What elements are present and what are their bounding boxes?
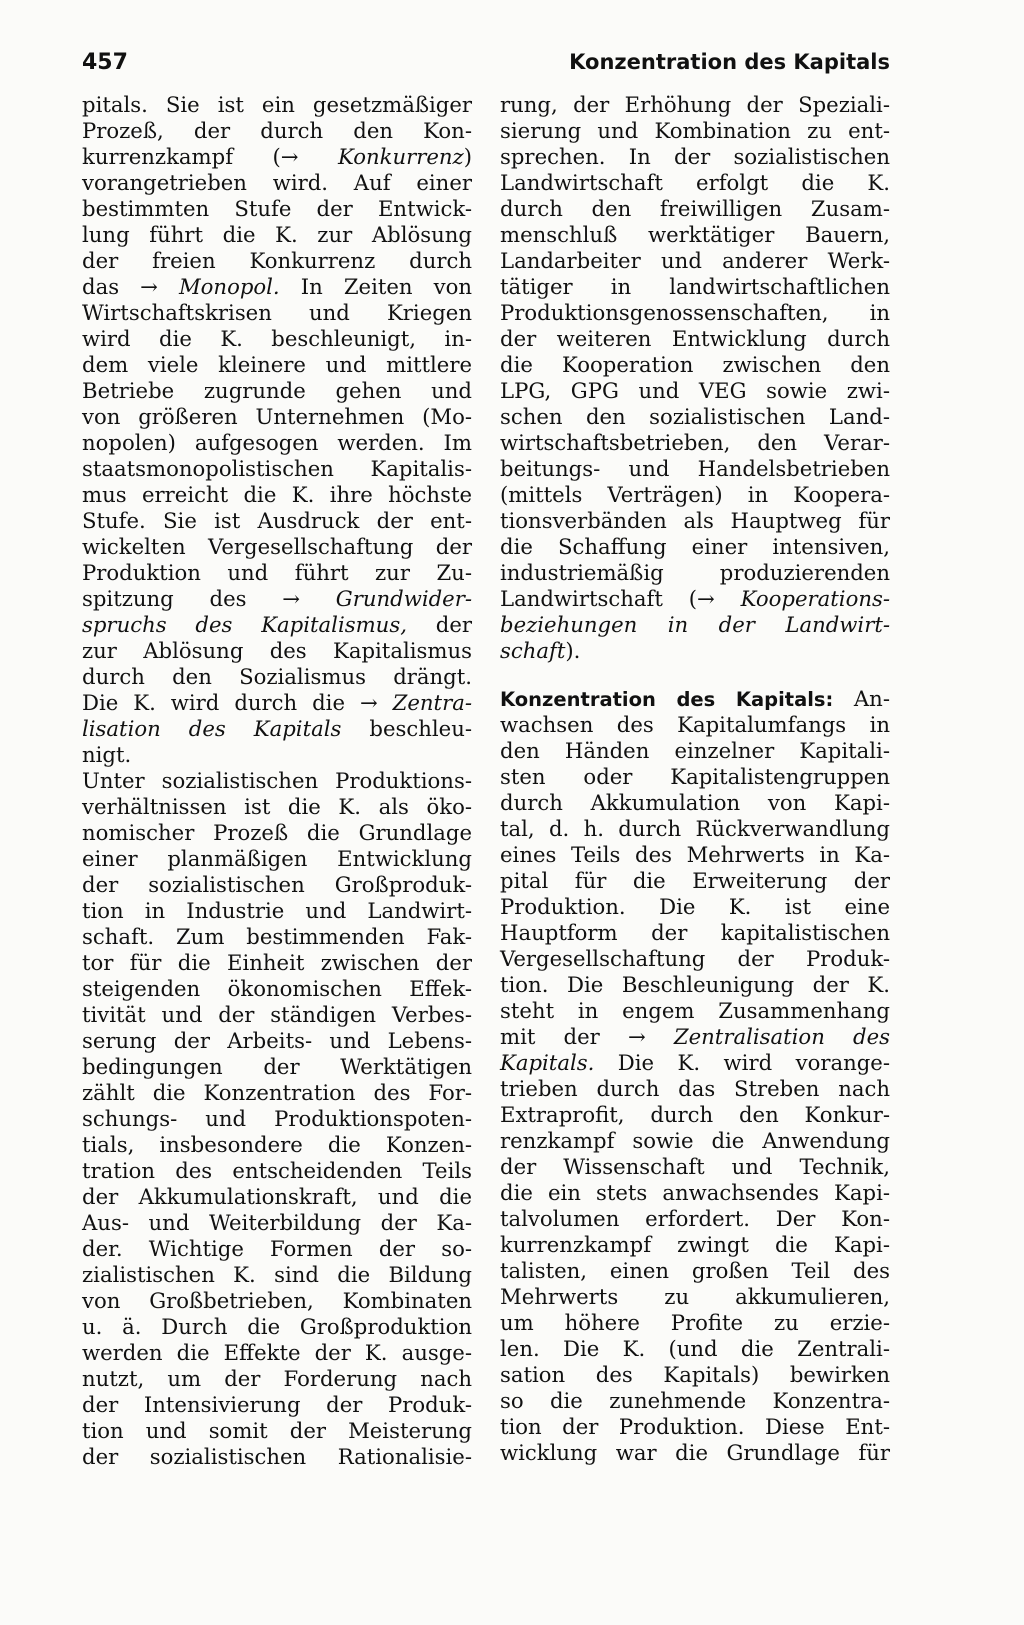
text-line: durch Akkumulation von Kapi- [500,790,890,815]
text-line: sprechen. In der sozialistischen [500,144,890,169]
text-line: durch den Sozialismus drängt. [82,664,472,689]
text-line: Wirtschaftskrisen und Kriegen [82,300,472,325]
text-line: spruchs des Kapitalismus, der [82,612,472,637]
text-line: len. Die K. (und die Zentrali- [500,1336,890,1361]
text-line: von größeren Unternehmen (Mo- [82,404,472,429]
text-line: Betriebe zugrunde gehen und [82,378,472,403]
text-line: tration des entscheidenden Teils [82,1158,472,1183]
text-line: Produktionsgenossenschaften, in [500,300,890,325]
text-line: Landarbeiter und anderer Werk- [500,248,890,273]
text-line: Stufe. Sie ist Ausdruck der ent- [82,508,472,533]
text-line: Produktion. Die K. ist eine [500,894,890,919]
text-line: menschluß werktätiger Bauern, [500,222,890,247]
text-line: LPG, GPG und VEG sowie zwi- [500,378,890,403]
text-line: Konzentration des Kapitals: An- [500,686,890,711]
text-line: tor für die Einheit zwischen der [82,950,472,975]
running-title: Konzentration des Kapitals [569,50,890,74]
text-line: pitals. Sie ist ein gesetzmäßiger [82,92,472,117]
text-line: tätiger in landwirtschaftlichen [500,274,890,299]
text-line: bestimmten Stufe der Entwick- [82,196,472,221]
text-line: (mittels Verträgen) in Koopera- [500,482,890,507]
text-line: so die zunehmende Konzentra- [500,1388,890,1413]
text-line: das → Monopol. In Zeiten von [82,274,472,299]
text-line: der weiteren Entwicklung durch [500,326,890,351]
text-line: Hauptform der kapitalistischen [500,920,890,945]
text-line: die ein stets anwachsendes Kapi- [500,1180,890,1205]
text-line: beitungs- und Handelsbetrieben [500,456,890,481]
text-line: tivität und der ständigen Verbes- [82,1002,472,1027]
text-line: sten oder Kapitalistengruppen [500,764,890,789]
text-line: tials, insbesondere die Konzen- [82,1132,472,1157]
text-line: zählt die Konzentration des For- [82,1080,472,1105]
right-column [500,92,890,1466]
text-line: Mehrwerts zu akkumulieren, [500,1284,890,1309]
text-line: tionsverbänden als Hauptweg für [500,508,890,533]
text-line: kurrenzkampf zwingt die Kapi- [500,1232,890,1257]
text-line: schaft. Zum bestimmenden Fak- [82,924,472,949]
text-line: u. ä. Durch die Großproduktion [82,1314,472,1339]
text-line: beziehungen in der Landwirt- [500,612,890,637]
text-line: Extraprofit, durch den Konkur- [500,1102,890,1127]
text-line: wachsen des Kapitalumfangs in [500,712,890,737]
text-line: tion der Produktion. Diese Ent- [500,1414,890,1439]
text-line: spitzung des → Grundwider- [82,586,472,611]
text-line: mit der → Zentralisation des [500,1024,890,1049]
text-line: Landwirtschaft erfolgt die K. [500,170,890,195]
text-line: vorangetrieben wird. Auf einer [82,170,472,195]
text-line: Landwirtschaft (→ Kooperations- [500,586,890,611]
text-line: Die K. wird durch die → Zentra- [82,690,472,715]
text-line: zialistischen K. sind die Bildung [82,1262,472,1287]
text-line: lisation des Kapitals beschleu- [82,716,473,741]
text-line: talvolumen erfordert. Der Kon- [500,1206,890,1231]
text-line: steigenden ökonomischen Effek- [82,976,472,1001]
text-line: lung führt die K. zur Ablösung [82,222,472,247]
text-line: nomischer Prozeß die Grundlage [82,820,472,845]
text-line: wirtschaftsbetrieben, den Verar- [500,430,890,455]
text-line: zur Ablösung des Kapitalismus [82,638,472,663]
text-line: der sozialistischen Rationalisie- [82,1444,472,1469]
text-line: Produktion und führt zur Zu- [82,560,472,585]
text-line: der Wissenschaft und Technik, [500,1154,890,1179]
text-line: wickelten Vergesellschaftung der [82,534,472,559]
text-line: sierung und Kombination zu ent- [500,118,890,143]
text-line: der. Wichtige Formen der so- [82,1236,472,1261]
text-line: Prozeß, der durch den Kon- [82,118,472,143]
text-line: rung, der Erhöhung der Speziali- [500,92,890,117]
text-line: nopolen) aufgesogen werden. Im [82,430,472,455]
text-line: bedingungen der Werktätigen [82,1054,472,1079]
text-line: pital für die Erweiterung der [500,868,890,893]
text-line: um höhere Profite zu erzie- [500,1310,890,1335]
text-line: der Intensivierung der Produk- [82,1392,472,1417]
text-line: Kapitals. Die K. wird vorange- [500,1050,890,1075]
text-line: serung der Arbeits- und Lebens- [82,1028,472,1053]
text-line: schaft). [500,638,581,663]
text-line: die Kooperation zwischen den [500,352,890,377]
text-line: einer planmäßigen Entwicklung [82,846,472,871]
text-line: werden die Effekte der K. ausge- [82,1340,472,1365]
text-line: verhältnissen ist die K. als öko- [82,794,472,819]
text-line: schungs- und Produktionspoten- [82,1106,472,1131]
text-line: nigt. [82,742,132,767]
left-column [82,92,472,1470]
text-line: den Händen einzelner Kapitali- [500,738,890,763]
text-line: Aus- und Weiterbildung der Ka- [82,1210,472,1235]
text-line: kurrenzkampf (→ Konkurrenz) [82,144,472,169]
text-line: tion. Die Beschleunigung der K. [500,972,890,997]
text-line: der sozialistischen Großproduk- [82,872,472,897]
text-line: Unter sozialistischen Produktions- [82,768,472,793]
text-line: trieben durch das Streben nach [500,1076,890,1101]
page-header [82,42,890,82]
text-line: tion und somit der Meisterung [82,1418,472,1443]
text-line: die Schaffung einer intensiven, [500,534,890,559]
text-line: mus erreicht die K. ihre höchste [82,482,472,507]
text-line: der Akkumulationskraft, und die [82,1184,472,1209]
text-line: tal, d. h. durch Rückverwandlung [500,816,890,841]
text-line: von Großbetrieben, Kombinaten [82,1288,472,1313]
text-line: wicklung war die Grundlage für [500,1440,890,1465]
text-line: renzkampf sowie die Anwendung [500,1128,890,1153]
page-number: 457 [82,49,128,75]
text-line: staatsmonopolistischen Kapitalis- [82,456,472,481]
text-line: tion in Industrie und Landwirt- [82,898,472,923]
text-line: dem viele kleinere und mittlere [82,352,472,377]
text-line: steht in engem Zusammenhang [500,998,890,1023]
text-line: industriemäßig produzierenden [500,560,890,585]
text-line: der freien Konkurrenz durch [82,248,472,273]
text-line: Vergesellschaftung der Produk- [500,946,890,971]
text-line: talisten, einen großen Teil des [500,1258,890,1283]
text-line: eines Teils des Mehrwerts in Ka- [500,842,890,867]
text-line: nutzt, um der Forderung nach [82,1366,472,1391]
paragraph-gap [500,664,890,686]
text-line: durch den freiwilligen Zusam- [500,196,890,221]
text-line: sation des Kapitals) bewirken [500,1362,890,1387]
text-line: schen den sozialistischen Land- [500,404,890,429]
text-line: wird die K. beschleunigt, in- [82,326,472,351]
